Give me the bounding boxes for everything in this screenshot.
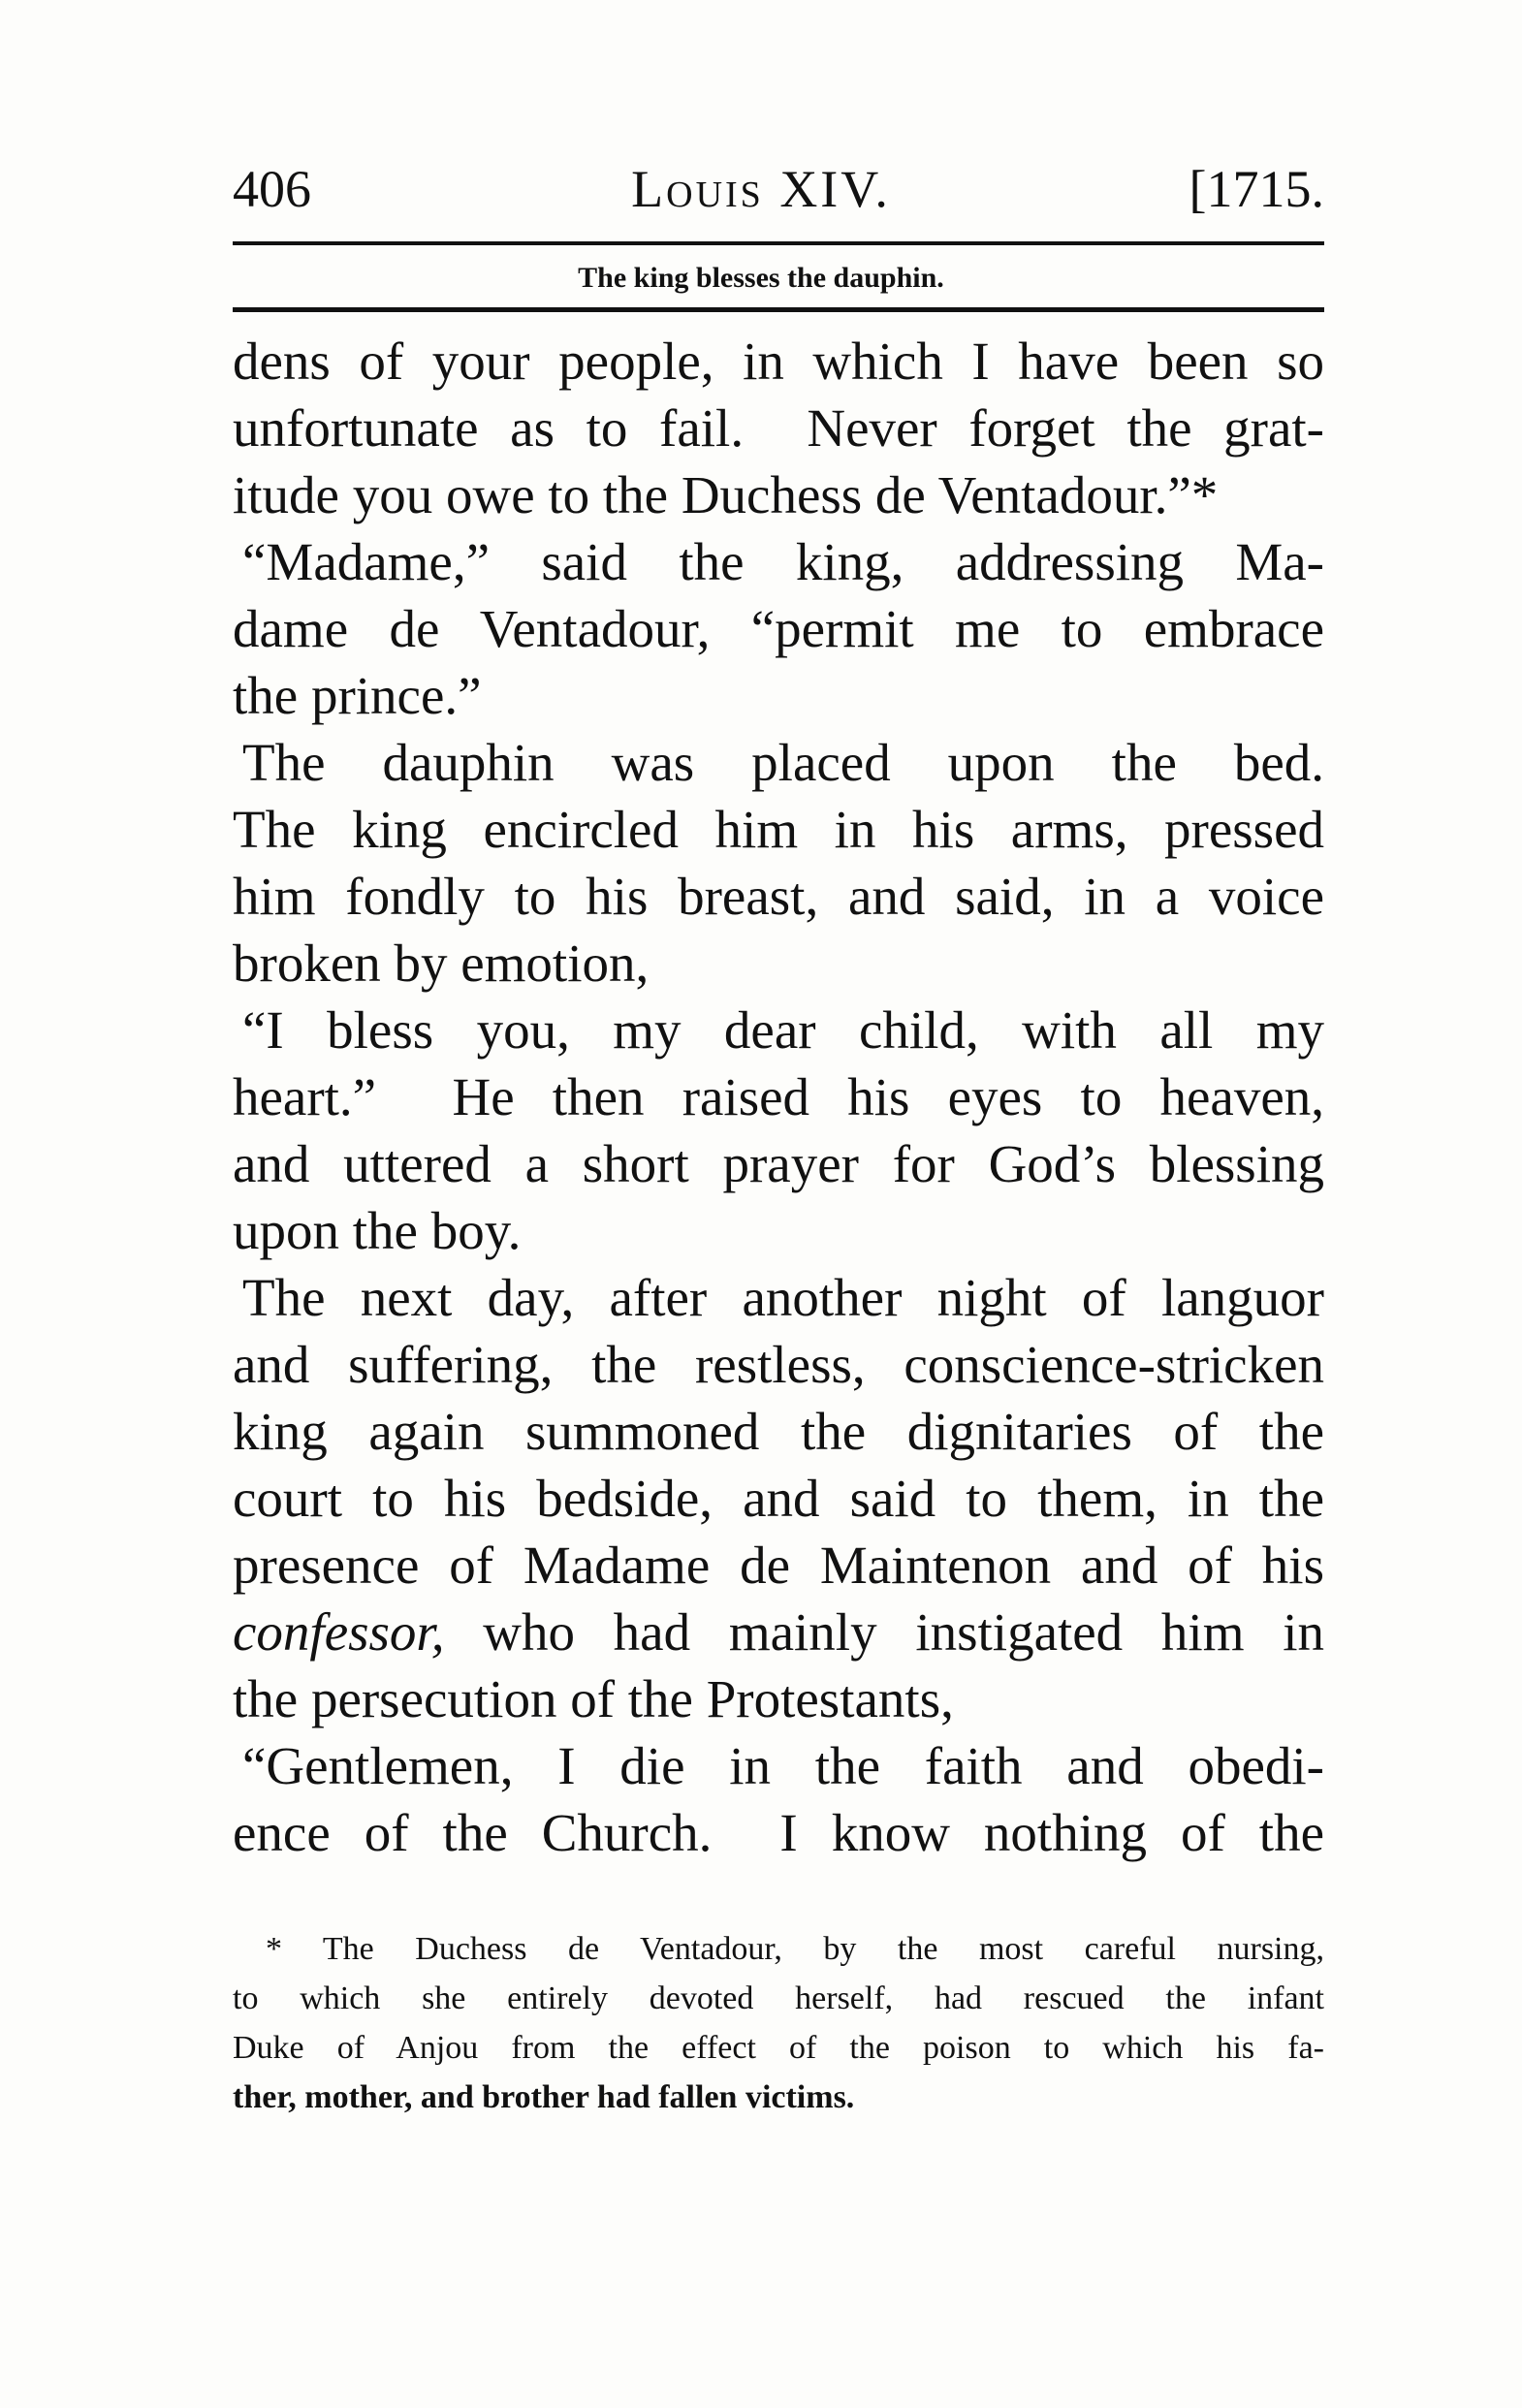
line-text: him fondly to his breast, and said, in a voice — [233, 867, 1324, 926]
text-line — [233, 796, 1324, 863]
line-text: “Madame,” said the king, addressing Ma- — [242, 532, 1324, 591]
line-text: unfortunate as to fail. Never forget the grat- — [233, 398, 1324, 458]
line-text: “Gentlemen, I die in the faith and obedi- — [242, 1736, 1324, 1795]
line-text: “I bless you, my dear child, with all my — [242, 1000, 1324, 1060]
footnote-line: to which she entirely devoted herself, had rescued the infant — [233, 1980, 1324, 2016]
line-text: the prince.” — [233, 666, 482, 725]
subheading-rule — [233, 307, 1324, 312]
text-line — [233, 1331, 1324, 1398]
text-line — [233, 662, 1324, 729]
line-text: ence of the Church. I know nothing of the — [233, 1803, 1324, 1862]
text-line — [242, 528, 1324, 595]
text-line — [233, 1532, 1324, 1599]
line-text: king again summoned the dignitaries of the — [233, 1402, 1324, 1461]
italic-word: confessor, — [233, 1602, 445, 1662]
text-line — [233, 1063, 1324, 1130]
line-text: The dauphin was placed upon the bed. — [242, 733, 1324, 792]
header-rule — [233, 241, 1324, 245]
text-line — [242, 1732, 1324, 1799]
text-line — [233, 1130, 1324, 1197]
text-line — [242, 729, 1324, 796]
line-text: dens of your people, in which I have been so — [233, 332, 1324, 391]
text-line — [233, 595, 1324, 662]
text-line — [233, 1599, 1324, 1665]
text-line — [233, 930, 1324, 997]
line-text: who had mainly instigated him in — [444, 1602, 1324, 1662]
line-text: The king encircled him in his arms, pressed — [233, 800, 1324, 859]
text-line — [233, 328, 1324, 395]
text-line — [233, 395, 1324, 461]
text-line — [242, 997, 1324, 1063]
section-subheading: The king blesses the dauphin. — [578, 262, 944, 294]
line-text: and suffering, the restless, conscience-stricken — [233, 1335, 1324, 1394]
text-line — [233, 1197, 1324, 1264]
line-text: upon the boy. — [233, 1201, 522, 1260]
text-line — [242, 1264, 1324, 1331]
text-line — [233, 1465, 1324, 1532]
line-text: The next day, after another night of languor — [242, 1268, 1324, 1327]
running-title: Louis XIV. — [631, 160, 891, 218]
text-line — [233, 1665, 1324, 1732]
text-line — [233, 863, 1324, 930]
line-text: itude you owe to the Duchess de Ventadour.”* — [233, 465, 1219, 524]
text-line — [233, 1398, 1324, 1465]
line-text: the persecution of the Protestants, — [233, 1669, 954, 1728]
line-text: broken by emotion, — [233, 934, 650, 993]
line-text: court to his bedside, and said to them, in the — [233, 1469, 1324, 1528]
footnote-line: * The Duchess de Ventadour, by the most careful nursing, — [266, 1931, 1324, 1967]
line-text: heart.” He then raised his eyes to heaven, — [233, 1067, 1324, 1126]
text-line — [233, 461, 1324, 528]
text-line — [233, 1799, 1324, 1866]
footnote-line: ther, mother, and brother had fallen victims. — [233, 2079, 855, 2115]
line-text: presence of Madame de Maintenon and of his — [233, 1536, 1324, 1595]
line-text: dame de Ventadour, “permit me to embrace — [233, 599, 1324, 658]
footnote-line: Duke of Anjou from the effect of the poison to which his fa- — [233, 2030, 1324, 2066]
running-year: [1715. — [1189, 160, 1324, 218]
line-text: and uttered a short prayer for God’s blessing — [233, 1134, 1324, 1193]
page-number: 406 — [233, 160, 311, 218]
